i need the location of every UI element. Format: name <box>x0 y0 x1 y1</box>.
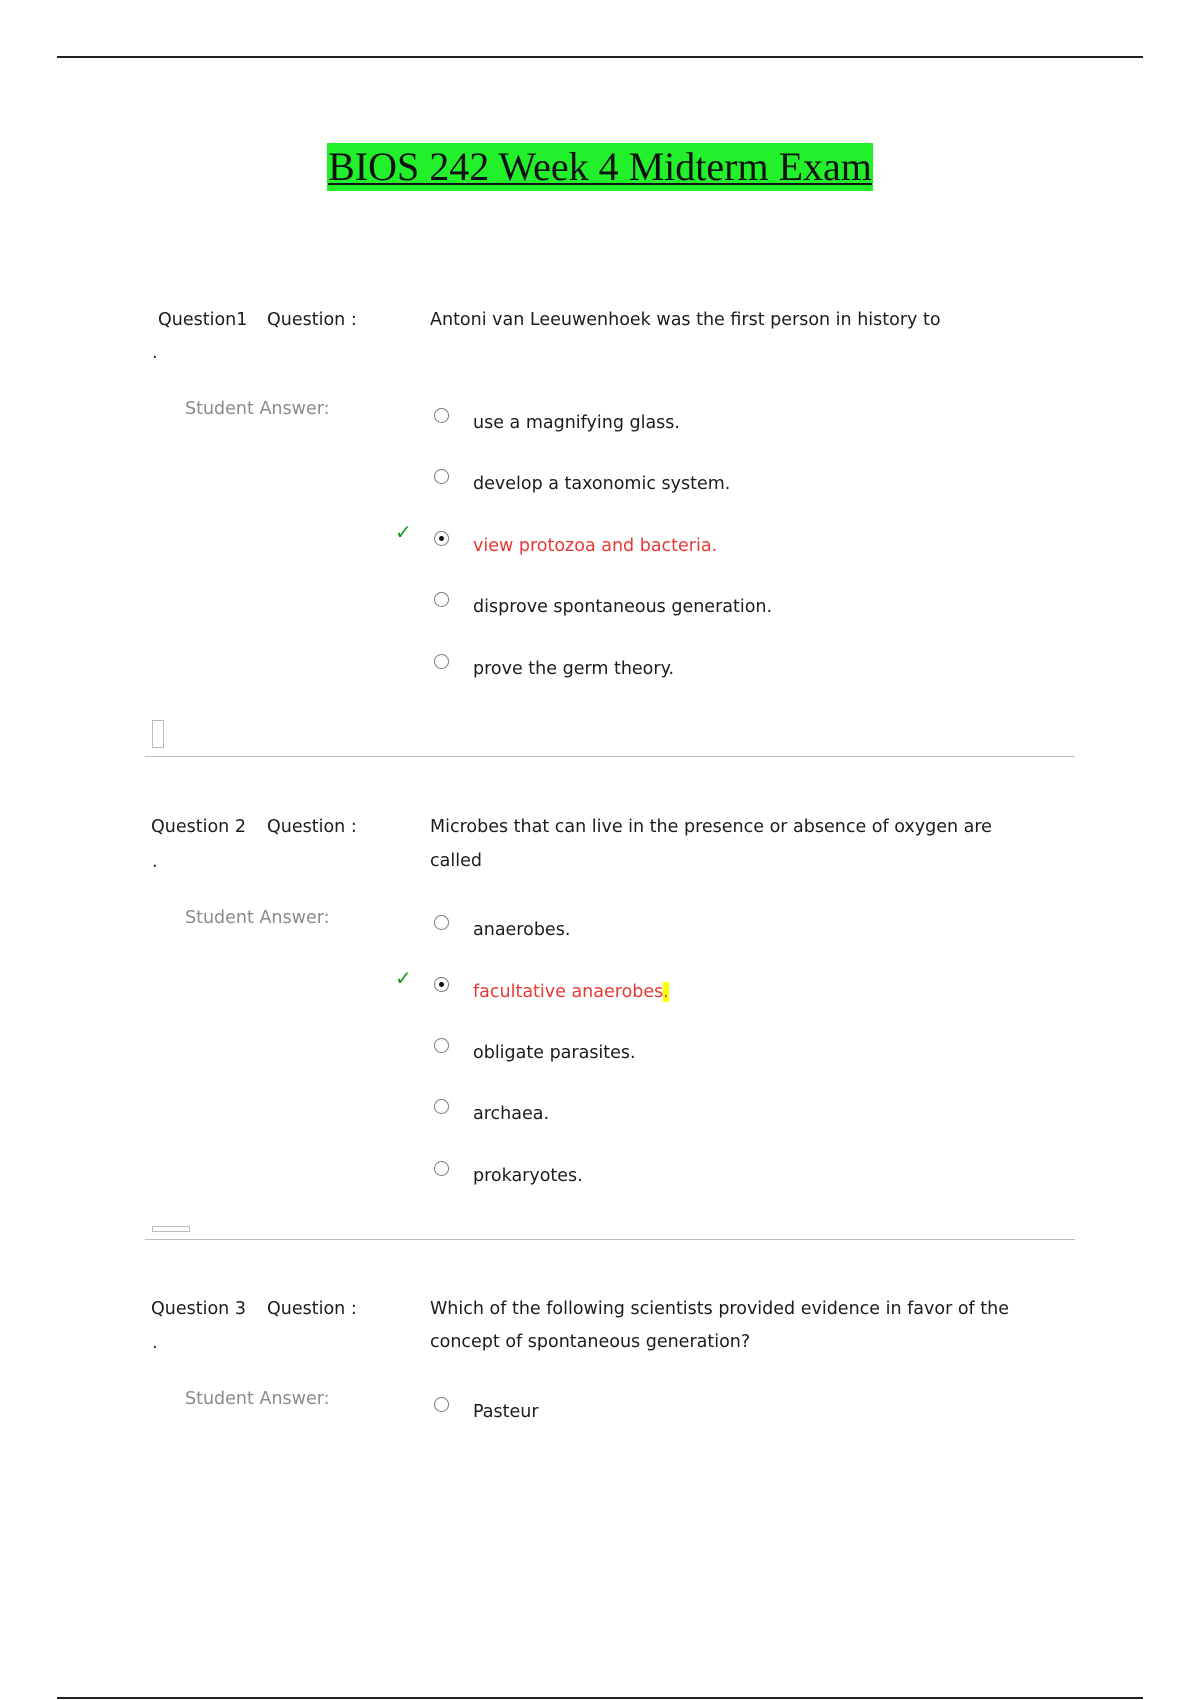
question-dot: . <box>152 342 158 363</box>
radio-button[interactable] <box>434 654 449 669</box>
question-number: Question 2 <box>151 817 246 837</box>
option-text: prove the germ theory. <box>473 659 675 679</box>
question-label: Question : <box>267 817 357 837</box>
option-text: prokaryotes. <box>473 1166 583 1186</box>
question-number: Question 3 <box>151 1299 246 1319</box>
top-rule <box>57 56 1143 58</box>
radio-button[interactable] <box>434 592 449 607</box>
bottom-rule <box>57 1697 1143 1699</box>
radio-button[interactable] <box>434 469 449 484</box>
question-text-line-2: called <box>430 851 482 871</box>
radio-button[interactable] <box>434 915 449 930</box>
highlighted-period: . <box>663 982 669 1002</box>
question-text-line-2: concept of spontaneous generation? <box>430 1332 751 1352</box>
radio-button[interactable] <box>434 1397 449 1412</box>
radio-button-selected[interactable] <box>434 531 449 546</box>
radio-button-selected[interactable] <box>434 977 449 992</box>
question-number: Question1 <box>158 310 248 330</box>
correct-check-icon: ✓ <box>395 966 412 990</box>
option-text-selected: view protozoa and bacteria. <box>473 536 718 556</box>
radio-button[interactable] <box>434 408 449 423</box>
title-container <box>0 143 1200 191</box>
option-text: disprove spontaneous generation. <box>473 597 773 617</box>
option-text: use a magnifying glass. <box>473 413 680 433</box>
student-answer-label: Student Answer: <box>185 908 330 928</box>
option-text: develop a taxonomic system. <box>473 474 731 494</box>
placeholder-box-icon <box>152 720 164 748</box>
question-text-line-1: Which of the following scientists provided evidence in favor of the <box>430 1299 1009 1319</box>
question-text: Antoni van Leeuwenhoek was the first person in history to <box>430 310 941 330</box>
radio-button[interactable] <box>434 1161 449 1176</box>
option-text: Pasteur <box>473 1402 539 1422</box>
question-separator <box>145 1239 1075 1240</box>
question-label: Question : <box>267 310 357 330</box>
question-separator <box>145 756 1075 757</box>
question-dot: . <box>152 1332 158 1353</box>
option-text: archaea. <box>473 1104 550 1124</box>
radio-button[interactable] <box>434 1099 449 1114</box>
correct-check-icon: ✓ <box>395 520 412 544</box>
student-answer-label: Student Answer: <box>185 399 330 419</box>
question-dot: . <box>152 851 158 872</box>
option-text-selected-main: facultative anaerobes <box>473 982 664 1002</box>
option-text-selected <box>473 982 669 1002</box>
option-text: anaerobes. <box>473 920 571 940</box>
student-answer-label: Student Answer: <box>185 1389 330 1409</box>
placeholder-bar-icon <box>152 1226 190 1232</box>
radio-button[interactable] <box>434 1038 449 1053</box>
question-label: Question : <box>267 1299 357 1319</box>
page-title: BIOS 242 Week 4 Midterm Exam <box>328 144 872 189</box>
question-text-line-1: Microbes that can live in the presence or absence of oxygen are <box>430 817 992 837</box>
option-text: obligate parasites. <box>473 1043 636 1063</box>
